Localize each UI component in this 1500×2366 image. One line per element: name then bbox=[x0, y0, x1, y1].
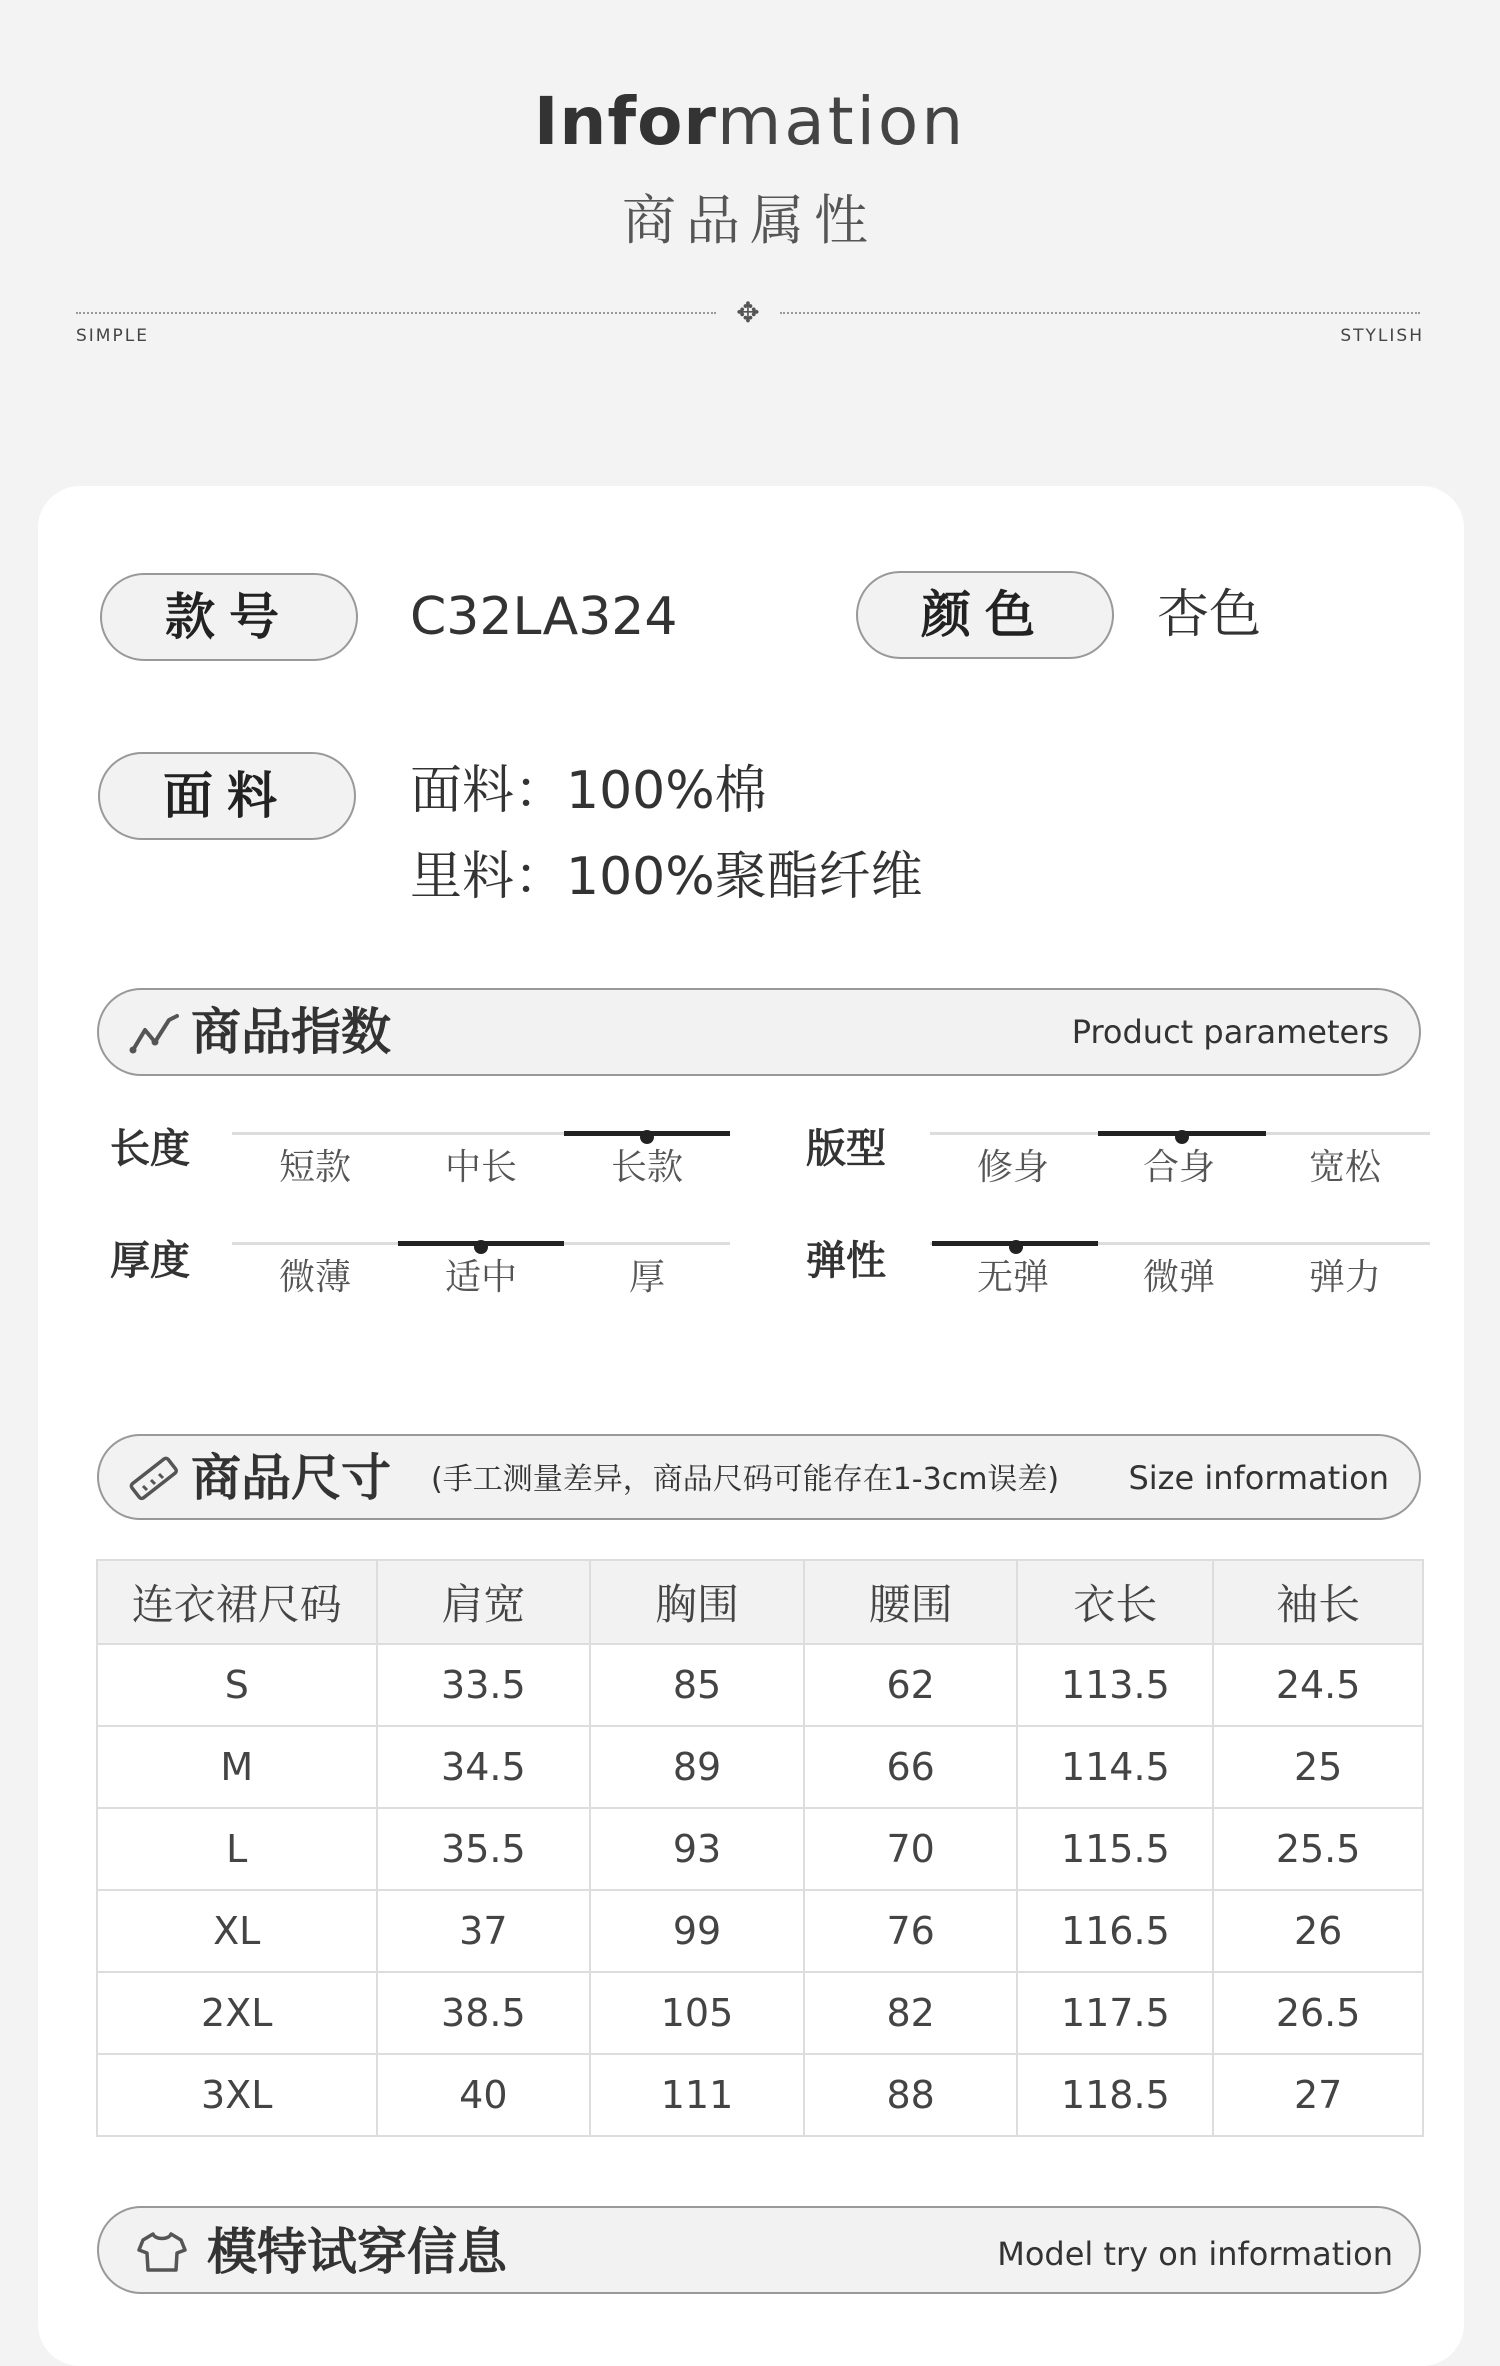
tshirt-icon bbox=[137, 2230, 187, 2274]
size-section-note: (手工测量差异，商品尺码可能存在1-3cm误差) bbox=[431, 1462, 1060, 1497]
fit-marker bbox=[1175, 1130, 1189, 1144]
waist-cell: 88 bbox=[804, 2054, 1018, 2136]
length-option-long: 长款 bbox=[610, 1147, 683, 1188]
header-waist: 腰围 bbox=[804, 1560, 1018, 1644]
length-option-short: 短款 bbox=[278, 1147, 351, 1188]
size-table bbox=[96, 1559, 1424, 2137]
elasticity-option-none: 无弹 bbox=[976, 1257, 1049, 1298]
trend-line-icon bbox=[129, 1012, 181, 1056]
header-bust: 胸围 bbox=[590, 1560, 804, 1644]
thickness-marker bbox=[474, 1240, 488, 1254]
sleeve-cell: 26.5 bbox=[1213, 1972, 1423, 2054]
sleeve-cell: 25.5 bbox=[1213, 1808, 1423, 1890]
color-pill: 颜色 bbox=[856, 571, 1114, 659]
size-cell: M bbox=[97, 1726, 377, 1808]
sleeve-cell: 25 bbox=[1213, 1726, 1423, 1808]
stylish-label: STYLISH bbox=[1340, 326, 1424, 346]
length-cell: 113.5 bbox=[1017, 1644, 1213, 1726]
fit-option-slim: 修身 bbox=[976, 1147, 1049, 1188]
bust-cell: 99 bbox=[590, 1890, 804, 1972]
thickness-option-medium: 适中 bbox=[444, 1257, 517, 1298]
divider-right bbox=[780, 312, 1420, 314]
shoulder-cell: 37 bbox=[377, 1890, 591, 1972]
size-cell: XL bbox=[97, 1890, 377, 1972]
shoulder-cell: 40 bbox=[377, 2054, 591, 2136]
bust-cell: 89 bbox=[590, 1726, 804, 1808]
waist-cell: 66 bbox=[804, 1726, 1018, 1808]
elasticity-option-slight: 微弹 bbox=[1142, 1257, 1215, 1298]
waist-cell: 62 bbox=[804, 1644, 1018, 1726]
length-cell: 114.5 bbox=[1017, 1726, 1213, 1808]
size-section-title: 商品尺寸 bbox=[191, 1449, 391, 1507]
size-cell: 3XL bbox=[97, 2054, 377, 2136]
size-section-bar bbox=[97, 1434, 1421, 1520]
size-cell: S bbox=[97, 1644, 377, 1726]
fit-option-regular: 合身 bbox=[1142, 1147, 1215, 1188]
waist-cell: 70 bbox=[804, 1808, 1018, 1890]
ruler-icon bbox=[127, 1456, 179, 1502]
style-no-pill: 款号 bbox=[100, 573, 358, 661]
color-value: 杏色 bbox=[1157, 585, 1262, 645]
length-cell: 115.5 bbox=[1017, 1808, 1213, 1890]
fit-option-loose: 宽松 bbox=[1308, 1147, 1381, 1188]
index-section-bar bbox=[97, 988, 1421, 1076]
length-marker bbox=[640, 1130, 654, 1144]
table-header-row bbox=[97, 1560, 1423, 1644]
table-row bbox=[97, 1808, 1423, 1890]
table-row bbox=[97, 1972, 1423, 2054]
size-cell: L bbox=[97, 1808, 377, 1890]
title-en-light: mation bbox=[716, 83, 967, 160]
fabric-pill: 面料 bbox=[98, 752, 356, 840]
table-row bbox=[97, 1890, 1423, 1972]
table-row bbox=[97, 1726, 1423, 1808]
fabric-line-2: 里料：100%聚酯纤维 bbox=[410, 847, 923, 907]
thickness-option-thin: 微薄 bbox=[278, 1257, 351, 1298]
header-length: 衣长 bbox=[1017, 1560, 1213, 1644]
length-cell: 116.5 bbox=[1017, 1890, 1213, 1972]
bust-cell: 93 bbox=[590, 1808, 804, 1890]
sleeve-cell: 24.5 bbox=[1213, 1644, 1423, 1726]
thickness-option-thick: 厚 bbox=[628, 1257, 665, 1298]
fit-label: 版型 bbox=[806, 1126, 886, 1172]
bust-cell: 105 bbox=[590, 1972, 804, 2054]
elasticity-option-stretch: 弹力 bbox=[1308, 1257, 1381, 1298]
title-en-bold: Infor bbox=[533, 83, 717, 160]
thickness-label: 厚度 bbox=[110, 1238, 190, 1284]
model-section-subtitle: Model try on information bbox=[997, 2235, 1393, 2273]
sleeve-cell: 27 bbox=[1213, 2054, 1423, 2136]
header-sleeve: 袖长 bbox=[1213, 1560, 1423, 1644]
elasticity-label: 弹性 bbox=[806, 1238, 886, 1284]
model-section-bar bbox=[97, 2206, 1421, 2294]
model-section-title: 模特试穿信息 bbox=[207, 2223, 507, 2281]
sleeve-cell: 26 bbox=[1213, 1890, 1423, 1972]
header-shoulder: 肩宽 bbox=[377, 1560, 591, 1644]
waist-cell: 82 bbox=[804, 1972, 1018, 2054]
length-option-mid: 中长 bbox=[444, 1147, 517, 1188]
length-label: 长度 bbox=[110, 1126, 190, 1172]
elasticity-marker bbox=[1009, 1240, 1023, 1254]
bust-cell: 111 bbox=[590, 2054, 804, 2136]
table-row bbox=[97, 1644, 1423, 1726]
shoulder-cell: 33.5 bbox=[377, 1644, 591, 1726]
shoulder-cell: 38.5 bbox=[377, 1972, 591, 2054]
index-section-subtitle: Product parameters bbox=[1071, 1013, 1389, 1051]
bust-cell: 85 bbox=[590, 1644, 804, 1726]
waist-cell: 76 bbox=[804, 1890, 1018, 1972]
page-title-cn: 商品属性 bbox=[622, 189, 878, 252]
style-no-value: C32LA324 bbox=[410, 587, 678, 647]
size-section-subtitle: Size information bbox=[1128, 1459, 1389, 1497]
index-section-title: 商品指数 bbox=[191, 1003, 391, 1061]
fabric-line-1: 面料：100%棉 bbox=[410, 761, 767, 821]
shoulder-cell: 34.5 bbox=[377, 1726, 591, 1808]
shoulder-cell: 35.5 bbox=[377, 1808, 591, 1890]
simple-label: SIMPLE bbox=[76, 326, 149, 346]
divider-left bbox=[76, 312, 716, 314]
cross-ornament-icon: ✥ bbox=[736, 296, 760, 329]
size-cell: 2XL bbox=[97, 1972, 377, 2054]
length-cell: 117.5 bbox=[1017, 1972, 1213, 2054]
length-cell: 118.5 bbox=[1017, 2054, 1213, 2136]
table-row bbox=[97, 2054, 1423, 2136]
header-size: 连衣裙尺码 bbox=[97, 1560, 377, 1644]
page-title-en bbox=[0, 82, 1500, 162]
